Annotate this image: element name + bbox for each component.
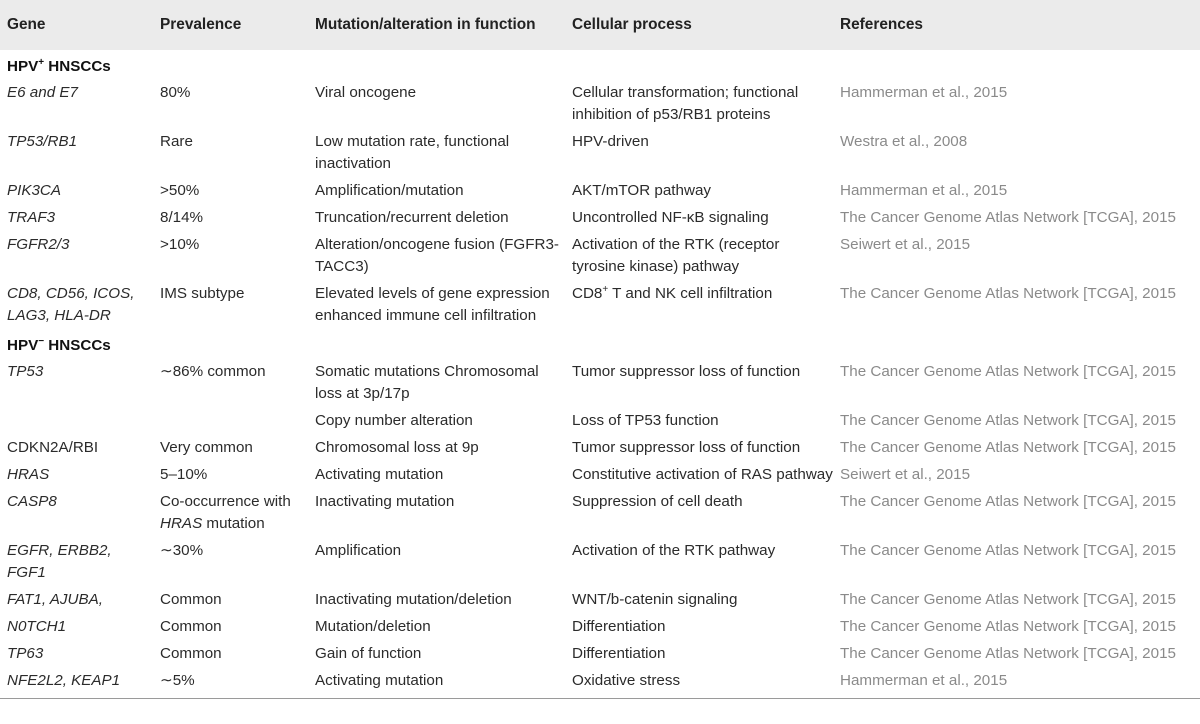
mutation-cell: Copy number alteration (315, 412, 473, 429)
gene-cell: CDKN2A/RBI (7, 439, 99, 456)
gene-text: E6 and E7 (7, 84, 78, 101)
section-hpv-positive (0, 50, 1200, 79)
process-cell: HPV-driven (572, 133, 649, 150)
gene-cell: N0TCH1 (7, 618, 67, 635)
mutation-cell: Inactivating mutation/deletion (315, 591, 512, 608)
process-cell: WNT/b-catenin signaling (572, 591, 738, 608)
prevalence-cell: 5–10% (160, 466, 208, 483)
process-cell: AKT/mTOR pathway (572, 182, 711, 199)
table-row (0, 667, 1200, 698)
process-suffix: T and NK cell infiltration (608, 285, 773, 302)
mutation-cell: Inactivating mutation (315, 493, 455, 510)
table-row (0, 640, 1200, 667)
mutation-cell: Truncation/recurrent deletion (315, 209, 509, 226)
table-row (0, 358, 1200, 407)
reference-cell: Seiwert et al., 2015 (840, 236, 971, 253)
header-mutation: Mutation/alteration in function (315, 16, 536, 33)
header-gene: Gene (7, 16, 46, 33)
gene-cell (0, 407, 153, 434)
section-prefix: HPV (7, 58, 39, 75)
prevalence-prefix: Co-occurrence with (160, 493, 291, 510)
reference-cell: The Cancer Genome Atlas Network [TCGA], 2015 (840, 363, 1176, 380)
process-cell: Tumor suppressor loss of function (572, 363, 801, 380)
process-cell: Constitutive activation of RAS pathway (572, 466, 833, 483)
mutation-cell: Amplification/mutation (315, 182, 464, 199)
section-hpv-negative (0, 329, 1200, 358)
process-prefix: CD8 (572, 285, 603, 302)
gene-cell: HRAS (7, 466, 50, 483)
reference-cell: The Cancer Genome Atlas Network [TCGA], 2015 (840, 618, 1176, 635)
table-row (0, 177, 1200, 204)
process-cell: Activation of the RTK (receptor tyrosine kinase) pathway (572, 236, 780, 275)
gene-cell: TP53 (7, 363, 44, 380)
table-row (0, 461, 1200, 488)
prevalence-cell: IMS subtype (160, 285, 245, 302)
prevalence-cell: 80% (160, 84, 191, 101)
table-row (0, 488, 1200, 537)
reference-cell: Hammerman et al., 2015 (840, 182, 1008, 199)
reference-cell: The Cancer Genome Atlas Network [TCGA], 2015 (840, 542, 1176, 559)
prevalence-cell (153, 407, 308, 434)
gene-cell: CASP8 (7, 493, 57, 510)
gene-cell: TRAF3 (7, 209, 56, 226)
prevalence-cell: 8/14% (160, 209, 204, 226)
prevalence-cell: Common (160, 618, 222, 635)
gene-cell (0, 79, 153, 128)
table-row (0, 79, 1200, 128)
header-process: Cellular process (572, 16, 692, 33)
prevalence-suffix: mutation (202, 515, 265, 532)
process-cell: Oxidative stress (572, 672, 681, 689)
header-row (0, 0, 1200, 50)
process-cell: Uncontrolled NF-κB signaling (572, 209, 769, 226)
prevalence-cell: >10% (160, 236, 200, 253)
process-cell: Loss of TP53 function (572, 412, 719, 429)
prevalence-cell: Common (160, 591, 222, 608)
gene-cell: NFE2L2, KEAP1 (7, 672, 121, 689)
reference-cell: The Cancer Genome Atlas Network [TCGA], 2015 (840, 412, 1176, 429)
section-sup: + (38, 56, 45, 68)
reference-cell: The Cancer Genome Atlas Network [TCGA], 2015 (840, 591, 1176, 608)
header-references: References (840, 16, 923, 33)
table-row (0, 434, 1200, 461)
table-row (0, 613, 1200, 640)
reference-cell: Hammerman et al., 2015 (840, 84, 1008, 101)
reference-cell: The Cancer Genome Atlas Network [TCGA], 2015 (840, 645, 1176, 662)
section-hpv-negative-title (0, 329, 1200, 358)
gene-cell: TP63 (7, 645, 44, 662)
prevalence-cell: ∼5% (160, 672, 195, 689)
process-cell: Tumor suppressor loss of function (572, 439, 801, 456)
section-suffix: HNSCCs (44, 337, 111, 354)
mutation-cell: Mutation/deletion (315, 618, 431, 635)
process-cell: Differentiation (572, 618, 666, 635)
mutation-cell: Viral oncogene (315, 84, 417, 101)
section-hpv-positive-title (0, 50, 1200, 79)
gene-cell: CD8, CD56, ICOS, LAG3, HLA-DR (7, 285, 135, 324)
section-suffix: HNSCCs (44, 58, 111, 75)
mutation-cell: Alteration/oncogene fusion (FGFR3-TACC3) (315, 236, 559, 275)
table-row (0, 280, 1200, 329)
reference-cell: The Cancer Genome Atlas Network [TCGA], 2015 (840, 209, 1176, 226)
table-row (0, 204, 1200, 231)
gene-cell: PIK3CA (7, 182, 62, 199)
prevalence-cell: ∼30% (160, 542, 204, 559)
process-cell (565, 280, 833, 329)
process-cell: Activation of the RTK pathway (572, 542, 776, 559)
mutation-cell: Activating mutation (315, 466, 444, 483)
table-row (0, 586, 1200, 613)
mutation-cell: Elevated levels of gene expression enhanced immune cell infiltration (315, 285, 550, 324)
process-cell: Cellular transformation; functional inhibition of p53/RB1 proteins (572, 84, 799, 123)
mutation-cell: Low mutation rate, functional inactivation (315, 133, 510, 172)
mutation-cell: Chromosomal loss at 9p (315, 439, 479, 456)
prevalence-cell: >50% (160, 182, 200, 199)
gene-cell: TP53/RB1 (7, 133, 78, 150)
prevalence-cell: Common (160, 645, 222, 662)
table-row (0, 231, 1200, 280)
reference-cell: The Cancer Genome Atlas Network [TCGA], 2015 (840, 439, 1176, 456)
mutation-cell: Amplification (315, 542, 402, 559)
mutation-cell: Gain of function (315, 645, 422, 662)
gene-cell: FGFR2/3 (7, 236, 70, 253)
gene-cell: FAT1, AJUBA, (7, 591, 103, 608)
reference-cell: Hammerman et al., 2015 (840, 672, 1008, 689)
prevalence-cell (153, 488, 308, 537)
table-row (0, 407, 1200, 434)
reference-cell: Westra et al., 2008 (840, 133, 968, 150)
header-prevalence: Prevalence (160, 16, 242, 33)
prevalence-gene: HRAS (160, 515, 203, 532)
reference-cell: Seiwert et al., 2015 (840, 466, 971, 483)
prevalence-cell: ∼86% common (160, 363, 266, 380)
section-sup: − (38, 335, 45, 347)
process-sup: + (602, 283, 609, 295)
mutation-cell: Activating mutation (315, 672, 444, 689)
prevalence-cell: Rare (160, 133, 193, 150)
process-cell: Differentiation (572, 645, 666, 662)
section-prefix: HPV (7, 337, 39, 354)
gene-cell: EGFR, ERBB2, FGF1 (7, 542, 112, 581)
table-row (0, 128, 1200, 177)
table-row (0, 537, 1200, 586)
reference-cell: The Cancer Genome Atlas Network [TCGA], 2015 (840, 285, 1176, 302)
mutation-cell: Somatic mutations Chromosomal loss at 3p/17p (315, 363, 539, 402)
reference-cell: The Cancer Genome Atlas Network [TCGA], 2015 (840, 493, 1176, 510)
prevalence-cell: Very common (160, 439, 253, 456)
process-cell: Suppression of cell death (572, 493, 743, 510)
